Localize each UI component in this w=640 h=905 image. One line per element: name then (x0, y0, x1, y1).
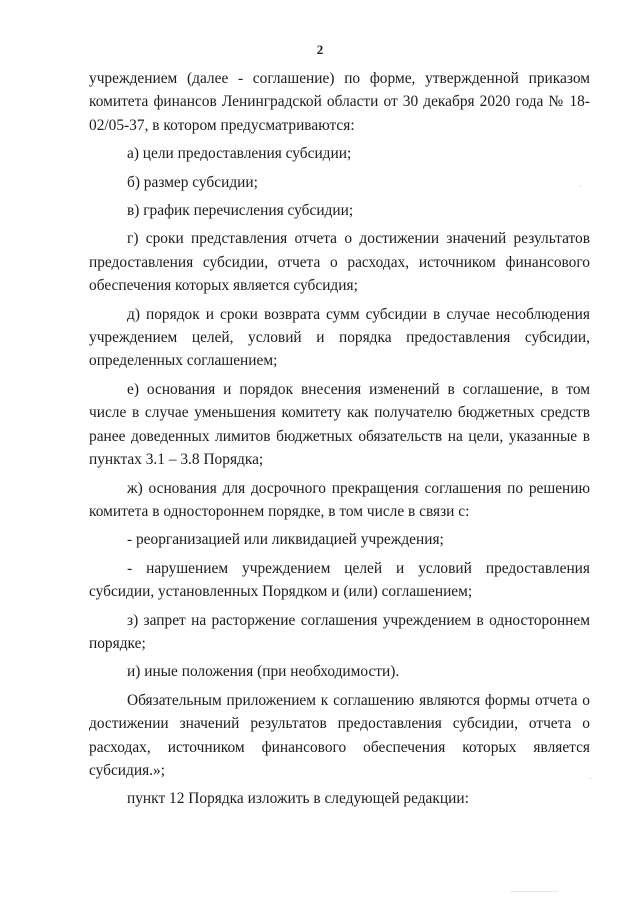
paragraph-item-d: д) порядок и сроки возврата сумм субсидии в случае несоблюдения учреждением целей, условий и порядка предоставления субсидии, определенных соглашением; (89, 305, 590, 370)
paragraph-item-i: и) иные положения (при необходимости). (127, 663, 400, 681)
paragraph-dash-reorganization: - реорганизацией или ликвидацией учреждения; (127, 531, 444, 549)
scan-speck (590, 778, 591, 779)
paragraph-clause-12: пункт 12 Порядка изложить в следующей редакции: (127, 790, 469, 808)
paragraph-item-zh: ж) основания для досрочного прекращения соглашения по решению комитета в одностороннем порядке, в том числе в связи с: (89, 479, 590, 520)
paragraph-item-b: б) размер субсидии; (127, 173, 258, 191)
paragraph-item-v: в) график перечисления субсидии; (127, 202, 354, 220)
paragraph-mandatory-annex: Обязательным приложением к соглашению являются формы отчета о достижении значений результатов предоставления субсидии, отчета о расходах, источником финансового обеспечения которых является субсидия.»; (89, 691, 590, 779)
paragraph-agreement-continuation: учреждением (далее - соглашение) по форме, утвержденной приказом комитета финансов Ленинградской области от 30 декабря 2020 года № 18-02/05-37, в котором предусматриваются: (89, 70, 590, 134)
scan-speck (580, 186, 581, 187)
paragraph-item-e: е) основания и порядок внесения изменений в соглашение, в том числе в случае уменьшения комитету как получателю бюджетных средств ранее доведенных лимитов бюджетных обязательств на цели, указанные в пунктах 3.1 – 3.8 Порядка; (89, 380, 590, 469)
scan-edge-artifact (510, 891, 558, 892)
page-number: 2 (316, 42, 324, 57)
paragraph-item-a: а) цели предоставления субсидии; (127, 145, 352, 163)
paragraph-item-z: з) запрет на расторжение соглашения учреждением в одностороннем порядке; (89, 611, 590, 652)
document-body (89, 67, 590, 811)
paragraph-item-g: г) сроки представления отчета о достижении значений результатов предоставления субсидии, отчета о расходах, источником финансового обеспечения которых является субсидия; (89, 230, 590, 295)
paragraph-dash-violation: - нарушением учреждением целей и условий предоставления субсидии, установленных Порядком и (или) соглашением; (89, 559, 590, 601)
